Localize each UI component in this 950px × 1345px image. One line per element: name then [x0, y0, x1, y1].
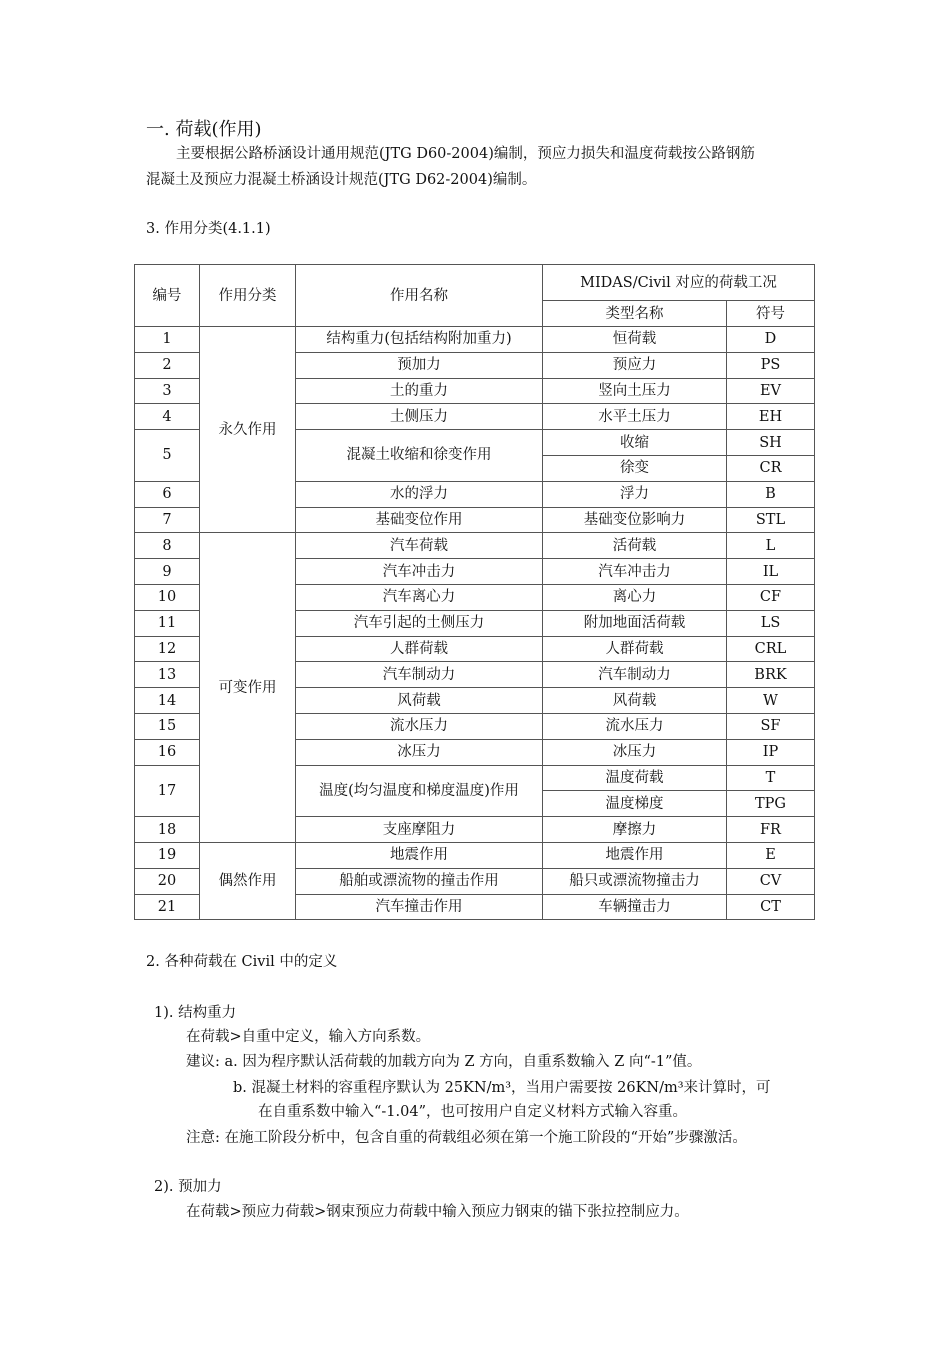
cell-symbol: SH — [727, 430, 815, 456]
header-symbol: 符号 — [727, 301, 815, 327]
cell-name: 汽车荷载 — [296, 533, 543, 559]
cell-name: 流水压力 — [296, 713, 543, 739]
cell-num: 19 — [135, 842, 200, 868]
cell-name: 水的浮力 — [296, 481, 543, 507]
cell-num: 4 — [135, 404, 200, 430]
cell-symbol: IP — [727, 739, 815, 765]
cell-num: 6 — [135, 481, 200, 507]
cell-num: 1 — [135, 327, 200, 353]
cell-type: 温度梯度 — [543, 791, 727, 817]
cell-type: 预应力 — [543, 352, 727, 378]
cell-name: 汽车离心力 — [296, 584, 543, 610]
cell-type: 活荷载 — [543, 533, 727, 559]
sub-1-suggestion-a: 建议: a. 因为程序默认活荷载的加载方向为 Z 方向，自重系数输入 Z 向“-1”值。 — [186, 1054, 702, 1070]
cell-num: 15 — [135, 713, 200, 739]
group-permanent: 永久作用 — [200, 327, 296, 533]
cell-symbol: D — [727, 327, 815, 353]
cell-symbol: PS — [727, 352, 815, 378]
group-accidental: 偶然作用 — [200, 842, 296, 919]
cell-name: 温度(均匀温度和梯度温度)作用 — [296, 765, 543, 817]
cell-name: 汽车制动力 — [296, 662, 543, 688]
cell-symbol: E — [727, 842, 815, 868]
cell-symbol: L — [727, 533, 815, 559]
sub-2-title: 2). 预加力 — [154, 1179, 222, 1195]
load-classification-table — [134, 264, 815, 920]
cell-symbol: T — [727, 765, 815, 791]
cell-type: 温度荷载 — [543, 765, 727, 791]
intro-line-2: 混凝土及预应力混凝土桥涵设计规范(JTG D62-2004)编制。 — [146, 172, 537, 188]
cell-num: 16 — [135, 739, 200, 765]
sub-1-suggestion-b: b. 混凝土材料的容重程序默认为 25KN/m³，当用户需要按 26KN/m³来计算时，可 — [233, 1080, 771, 1096]
header-num: 编号 — [135, 265, 200, 327]
sub-1-suggestion-b-cont: 在自重系数中输入“-1.04”，也可按用户自定义材料方式输入容重。 — [258, 1104, 688, 1120]
cell-name: 汽车撞击作用 — [296, 894, 543, 920]
cell-symbol: IL — [727, 559, 815, 585]
cell-type: 风荷载 — [543, 688, 727, 714]
cell-num: 5 — [135, 430, 200, 482]
cell-symbol: EH — [727, 404, 815, 430]
header-midas: MIDAS/Civil 对应的荷载工况 — [543, 265, 815, 301]
section-heading: 一. 荷载(作用) — [146, 119, 262, 140]
cell-type: 恒荷载 — [543, 327, 727, 353]
cell-num: 12 — [135, 636, 200, 662]
cell-name: 汽车冲击力 — [296, 559, 543, 585]
cell-name: 预加力 — [296, 352, 543, 378]
cell-type: 船只或漂流物撞击力 — [543, 868, 727, 894]
cell-type: 汽车制动力 — [543, 662, 727, 688]
cell-name: 冰压力 — [296, 739, 543, 765]
cell-name: 基础变位作用 — [296, 507, 543, 533]
cell-name: 船舶或漂流物的撞击作用 — [296, 868, 543, 894]
table-row — [135, 327, 815, 353]
cell-name: 支座摩阻力 — [296, 817, 543, 843]
cell-name: 风荷载 — [296, 688, 543, 714]
cell-num: 10 — [135, 584, 200, 610]
cell-type: 人群荷载 — [543, 636, 727, 662]
cell-symbol: TPG — [727, 791, 815, 817]
cell-type: 流水压力 — [543, 713, 727, 739]
cell-num: 18 — [135, 817, 200, 843]
cell-symbol: SF — [727, 713, 815, 739]
cell-type: 徐变 — [543, 455, 727, 481]
cell-symbol: CRL — [727, 636, 815, 662]
sub-1-title: 1). 结构重力 — [154, 1005, 237, 1021]
cell-num: 7 — [135, 507, 200, 533]
cell-num: 8 — [135, 533, 200, 559]
cell-symbol: W — [727, 688, 815, 714]
cell-name: 结构重力(包括结构附加重力) — [296, 327, 543, 353]
cell-type: 摩擦力 — [543, 817, 727, 843]
cell-num: 17 — [135, 765, 200, 817]
cell-num: 21 — [135, 894, 200, 920]
table-row — [135, 842, 815, 868]
cell-type: 汽车冲击力 — [543, 559, 727, 585]
cell-type: 冰压力 — [543, 739, 727, 765]
cell-num: 2 — [135, 352, 200, 378]
table-header-row — [135, 265, 815, 301]
section-2-title: 2. 各种荷载在 Civil 中的定义 — [146, 954, 338, 970]
cell-name: 土的重力 — [296, 378, 543, 404]
cell-num: 9 — [135, 559, 200, 585]
cell-symbol: STL — [727, 507, 815, 533]
cell-num: 14 — [135, 688, 200, 714]
cell-type: 离心力 — [543, 584, 727, 610]
cell-name: 人群荷载 — [296, 636, 543, 662]
cell-num: 3 — [135, 378, 200, 404]
cell-type: 浮力 — [543, 481, 727, 507]
cell-num: 13 — [135, 662, 200, 688]
cell-num: 20 — [135, 868, 200, 894]
header-type: 类型名称 — [543, 301, 727, 327]
cell-symbol: LS — [727, 610, 815, 636]
header-category: 作用分类 — [200, 265, 296, 327]
cell-name: 土侧压力 — [296, 404, 543, 430]
cell-type: 收缩 — [543, 430, 727, 456]
header-name: 作用名称 — [296, 265, 543, 327]
sub-2-line: 在荷载>预应力荷载>钢束预应力荷载中输入预应力钢束的锚下张拉控制应力。 — [186, 1204, 689, 1220]
cell-type: 地震作用 — [543, 842, 727, 868]
cell-symbol: BRK — [727, 662, 815, 688]
cell-num: 11 — [135, 610, 200, 636]
table-row — [135, 533, 815, 559]
group-variable: 可变作用 — [200, 533, 296, 843]
cell-symbol: CT — [727, 894, 815, 920]
cell-symbol: CR — [727, 455, 815, 481]
sub-1-note: 注意: 在施工阶段分析中，包含自重的荷载组必须在第一个施工阶段的“开始”步骤激活。 — [186, 1130, 747, 1146]
cell-type: 车辆撞击力 — [543, 894, 727, 920]
cell-symbol: B — [727, 481, 815, 507]
cell-symbol: CF — [727, 584, 815, 610]
cell-type: 基础变位影响力 — [543, 507, 727, 533]
intro-line-1: 主要根据公路桥涵设计通用规范(JTG D60-2004)编制，预应力损失和温度荷载按公路钢筋 — [176, 146, 755, 162]
cell-symbol: EV — [727, 378, 815, 404]
cell-type: 竖向土压力 — [543, 378, 727, 404]
cell-type: 水平土压力 — [543, 404, 727, 430]
cell-type: 附加地面活荷载 — [543, 610, 727, 636]
cell-symbol: CV — [727, 868, 815, 894]
cell-symbol: FR — [727, 817, 815, 843]
cell-name: 地震作用 — [296, 842, 543, 868]
sub-1-line: 在荷载>自重中定义，输入方向系数。 — [186, 1029, 431, 1045]
cell-name: 汽车引起的土侧压力 — [296, 610, 543, 636]
subsection-title: 3. 作用分类(4.1.1) — [146, 221, 271, 237]
cell-name: 混凝土收缩和徐变作用 — [296, 430, 543, 482]
